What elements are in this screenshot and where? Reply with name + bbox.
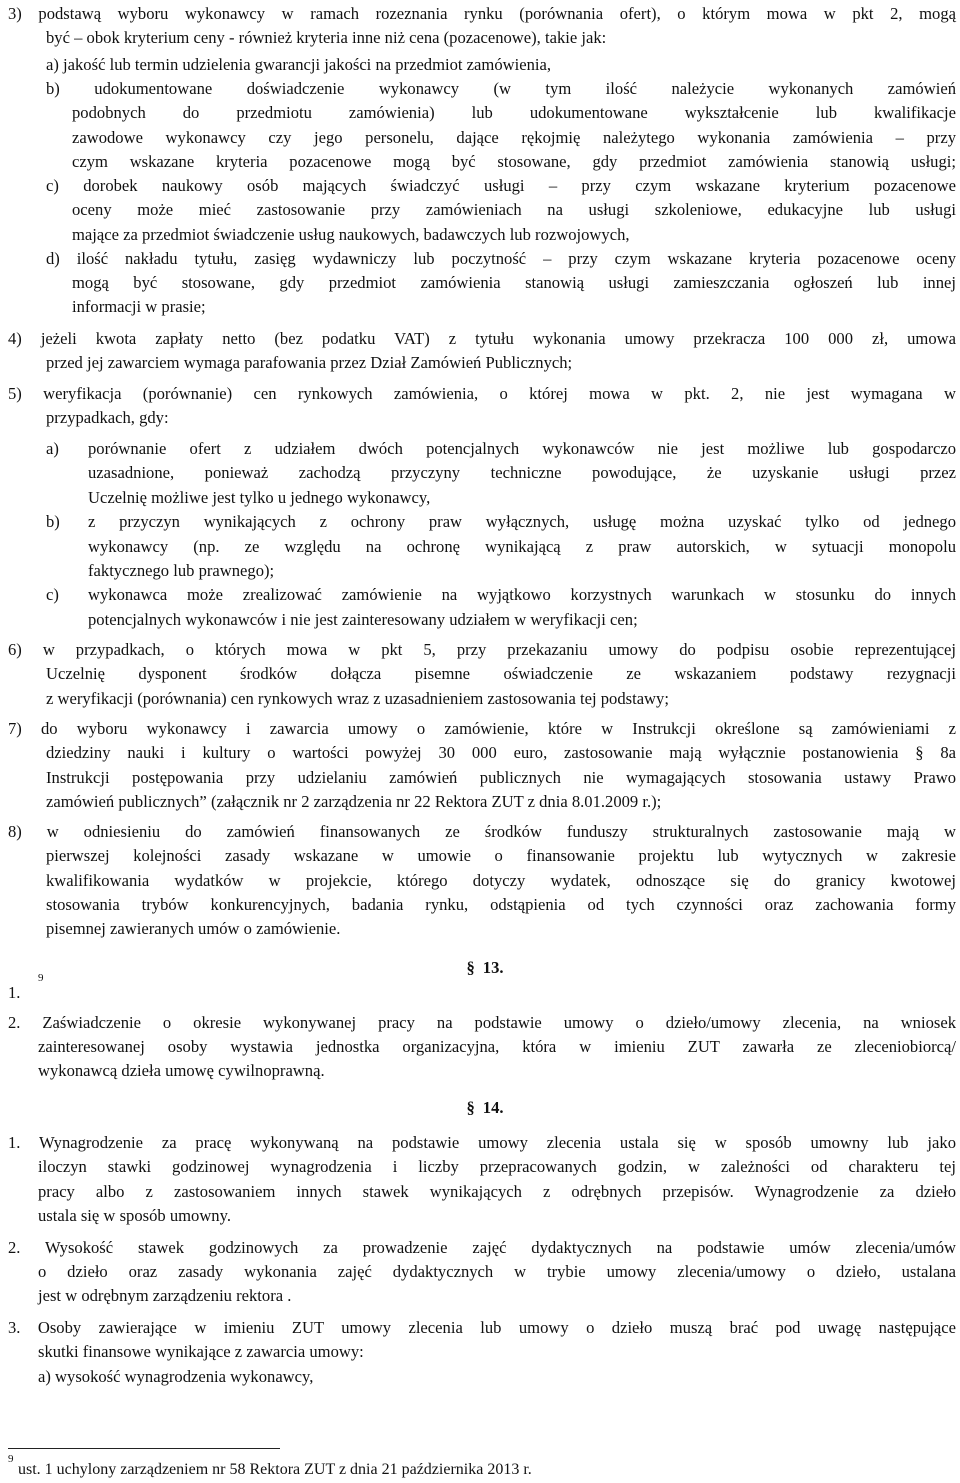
- section-heading-13: § 13.: [430, 958, 540, 978]
- text-line: c): [46, 585, 59, 604]
- text-line: czym wskazane kryteria pozacenowe mogą być stosowane, gdy przedmiot zamówienia stanowią usługi;: [72, 152, 956, 171]
- text-line: mogą być stosowane, gdy przedmiot zamówienia stanowią usługi zamieszczania ogłoszeń lub innej: [72, 273, 956, 292]
- text-line: być – obok kryterium ceny - również kryteria inne niż cena (pozacenowe), takie jak:: [46, 28, 607, 47]
- text-line: zamówień publicznych” (załącznik nr 2 zarządzenia nr 22 Rektora ZUT z dnia 8.01.2009 r.);: [46, 792, 662, 811]
- text-line: 8) w odniesieniu do zamówień finansowanych ze środków funduszy strukturalnych zastosowanie mają w: [8, 822, 956, 841]
- text-line: z przyczyn wynikających z ochrony praw wyłącznych, usługę można uzyskać tylko od jednego: [88, 512, 956, 531]
- text-line: wykonawcą dzieła umowę cywilnoprawną.: [38, 1061, 325, 1080]
- text-line: 2. Zaświadczenie o okresie wykonywanej pracy na podstawie umowy o dzieło/umowy zlecenia, na wniosek: [8, 1013, 956, 1032]
- text-line: uzasadnione, ponieważ zachodzą przyczyny techniczne powodujące, że uzyskanie usługi przez: [88, 463, 956, 482]
- text-line: mające za przedmiot świadczenie usług naukowych, badawczych lub rozwojowych,: [72, 225, 630, 244]
- text-line: dziedziny nauki i kultury o wartości powyżej 30 000 euro, zastosowanie mają wyłącznie postanowienia § 8a: [46, 743, 956, 762]
- text-line: skutki finansowe wynikające z zawarcia umowy:: [38, 1342, 364, 1361]
- footnote-separator: [8, 1448, 280, 1449]
- text-line: a) jakość lub termin udzielenia gwarancji jakości na przedmiot zamówienia,: [46, 55, 551, 74]
- text-line: Instrukcji postępowania przy udzielaniu zamówień publicznych nie wymagających stosowania ustawy Prawo: [46, 768, 956, 787]
- text-line: 4) jeżeli kwota zapłaty netto (bez podatku VAT) z tytułu wykonania umowy przekracza 100 000 zł, umowa: [8, 329, 956, 348]
- text-line: pierwszej kolejności zasady wskazane w umowie o finansowanie projektu lub wytycznych w zakresie: [46, 846, 956, 865]
- text-line: przypadkach, gdy:: [46, 408, 169, 427]
- footnote-reference: 9: [38, 972, 44, 984]
- text-line: zawodowe wykonawcy czy jego personelu, dające rękojmię należytego wykonania zamówienia – przy: [72, 128, 956, 147]
- text-line: pracy albo z zastosowaniem innych stawek wynikających z odrębnych przepisów. Wynagrodzenie za dzieło: [38, 1182, 956, 1201]
- text-line: 1. Wynagrodzenie za pracę wykonywaną na podstawie umowy zlecenia ustala się w sposób umowny lub jako: [8, 1133, 956, 1152]
- text-line: pisemnej zawieranych umów o zamówienie.: [46, 919, 341, 938]
- text-line: podobnych do przedmiotu zamówienia) lub udokumentowane wykształcenie lub kwalifikacje: [72, 103, 956, 122]
- text-line: Uczelnię dysponent środków dołącza pisemne oświadczenie ze wskazaniem podstawy rezygnacji: [46, 664, 956, 683]
- text-line: z weryfikacji (porównania) cen rynkowych wraz z uzasadnieniem zastosowania tej podstawy;: [46, 689, 669, 708]
- text-line: wykonawca może zrealizować zamówienie na wyjątkowo korzystnych warunkach w stosunku do innych: [88, 585, 956, 604]
- text-line: o dzieło oraz zasady wykonania zajęć dydaktycznych w trybie umowy zlecenia/umowy o dzieło, ustalana: [38, 1262, 956, 1281]
- section-heading-14: § 14.: [430, 1098, 540, 1118]
- text-line: 6) w przypadkach, o których mowa w pkt 5, przy przekazaniu umowy do podpisu osobie reprezentującej: [8, 640, 956, 659]
- text-line: Uczelnię możliwe jest tylko u jednego wykonawcy,: [88, 488, 431, 507]
- text-line: a): [46, 439, 59, 458]
- text-line: b) udokumentowane doświadczenie wykonawcy (w tym ilość należycie wykonanych zamówień: [46, 79, 956, 98]
- text-line: ustala się w sposób umowny.: [38, 1206, 231, 1225]
- text-line: informacji w prasie;: [72, 297, 206, 316]
- text-line: iloczyn stawki godzinowej wynagrodzenia i liczby przepracowanych godzin, w zależności od charakteru tej: [38, 1157, 956, 1176]
- text-line: c) dorobek naukowy osób mających świadczyć usługi – przy czym wskazane kryterium pozacenowe: [46, 176, 956, 195]
- footnote-text: ust. 1 uchylony zarządzeniem nr 58 Rektora ZUT z dnia 21 października 2013 r.: [18, 1461, 532, 1478]
- text-line: jest w odrębnym zarządzeniu rektora .: [38, 1286, 292, 1305]
- text-line: 3) podstawą wyboru wykonawcy w ramach rozeznania rynku (porównania ofert), o którym mowa w pkt 2, mogą: [8, 4, 956, 23]
- text-line: stosowania trybów konkurencyjnych, badania rynku, odstąpienia od tych czynności oraz zachowania formy: [46, 895, 956, 914]
- text-line: oceny może mieć zastosowanie przy zamówieniach na usługi szkoleniowe, edukacyjne lub usługi: [72, 200, 956, 219]
- item-number: 1.: [8, 983, 21, 1002]
- text-line: b): [46, 512, 60, 531]
- text-line: 5) weryfikacja (porównanie) cen rynkowych zamówienia, o której mowa w pkt. 2, nie jest wymagana w: [8, 384, 956, 403]
- text-line: 2. Wysokość stawek godzinowych za prowadzenie zajęć dydaktycznych na podstawie umów zlecenia/umów: [8, 1238, 956, 1257]
- text-line: porównanie ofert z udziałem dwóch potencjalnych wykonawców nie jest możliwe lub gospodarczo: [88, 439, 956, 458]
- text-line: faktycznego lub prawnego);: [88, 561, 275, 580]
- text-line: przed jej zawarciem wymaga parafowania przez Dział Zamówień Publicznych;: [46, 353, 573, 372]
- text-line: potencjalnych wykonawców i nie jest zainteresowany udziałem w weryfikacji cen;: [88, 610, 638, 629]
- text-line: zainteresowanej osoby wystawia jednostka organizacyjna, która w imieniu ZUT zawarła ze zleceniobiorcą/: [38, 1037, 956, 1056]
- footnote-number: 9: [8, 1453, 14, 1465]
- text-line: a) wysokość wynagrodzenia wykonawcy,: [38, 1367, 314, 1386]
- text-line: kwalifikowania wydatków w projekcie, którego dotyczy wydatek, odnoszące się do granicy kwotowej: [46, 871, 956, 890]
- text-line: d) ilość nakładu tytułu, zasięg wydawniczy lub poczytność – przy czym wskazane kryteria pozacenowe oceny: [46, 249, 956, 268]
- text-line: 3. Osoby zawierające w imieniu ZUT umowy zlecenia lub umowy o dzieło muszą brać pod uwagę następujące: [8, 1318, 956, 1337]
- text-line: wykonawcy (np. ze względu na ochronę wynikającą z praw autorskich, w sytuacji monopolu: [88, 537, 956, 556]
- text-line: 7) do wyboru wykonawcy i zawarcia umowy o zamówienie, które w Instrukcji określone są zamówieniami z: [8, 719, 956, 738]
